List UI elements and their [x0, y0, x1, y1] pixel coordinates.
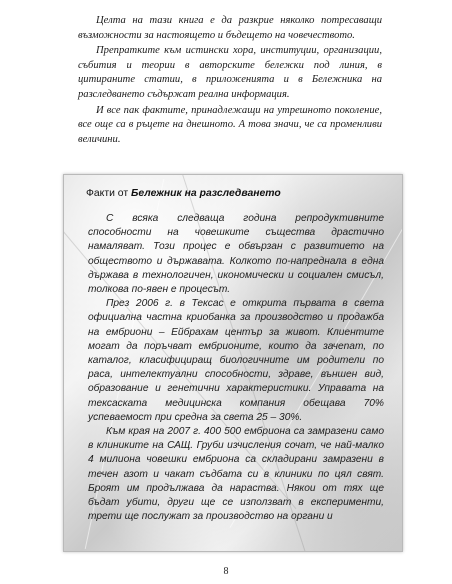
- intro-paragraph-2: Препратките към истински хора, институции, организации, събития и теории в авторските бележки под линия, в цитираните статии, в приложенията и в Бележника на разследването съдържат реална информация.: [78, 45, 382, 100]
- panel-paragraph-2: През 2006 г. в Тексас е открита първата в света официална частна криобанка за производство и продажба на ембриони – Ейбрахам център за живот. Клиентите могат да поръчват ембрионите, които да зачenат, по каталог, класифициращ биологичните им родители по раса, интелектуални способности, здраве, външен вид, образование и генетични характеристики. Управата на тексаската медицинска компания обещава 70% успеваемост при средна за света 25 – 30%.: [88, 298, 384, 423]
- panel-heading-prefix: Факти от: [86, 188, 131, 199]
- page-number: 8: [223, 566, 229, 577]
- panel-body: [88, 212, 384, 524]
- intro-paragraph-1: Целта на тази книга е да разкрие няколко потресаващи възможности за настоящето и бъдещето на човечеството.: [78, 15, 382, 41]
- crumpled-paper-panel: [63, 174, 403, 552]
- intro-text: [78, 14, 382, 148]
- panel-paragraph-1: С всяка следваща година репродуктивните способности на човешките същества драстично намаляват. Този процес е обвързан с развитието на обществото и държавата. Колкото по-напреднала в една държава в технологичен, икономически и социален смисъл, толкова по-явен е процесът.: [88, 213, 384, 296]
- panel-heading: [86, 187, 386, 200]
- panel-heading-title: Бележник на разследването: [131, 188, 281, 199]
- intro-paragraph-3: И все пак фактите, принадлежащи на утрешното поколение, все още са в ръцете на днешното. А това значи, че са променливи величини.: [78, 104, 382, 145]
- panel-paragraph-3: Към края на 2007 г. 400 500 ембриона са замразени само в клиниките на САЩ. Груби изчисления сочат, че най-малко 4 милиона човешки ембриона са складирани замразени в течен азот и чакат съдбата си в клиники по цял свят. Броят им продължава да нараства. Някои от тях ще бъдат убити, други ще се използват в експерименти, трети ще послужат за производство на органи и: [88, 426, 384, 523]
